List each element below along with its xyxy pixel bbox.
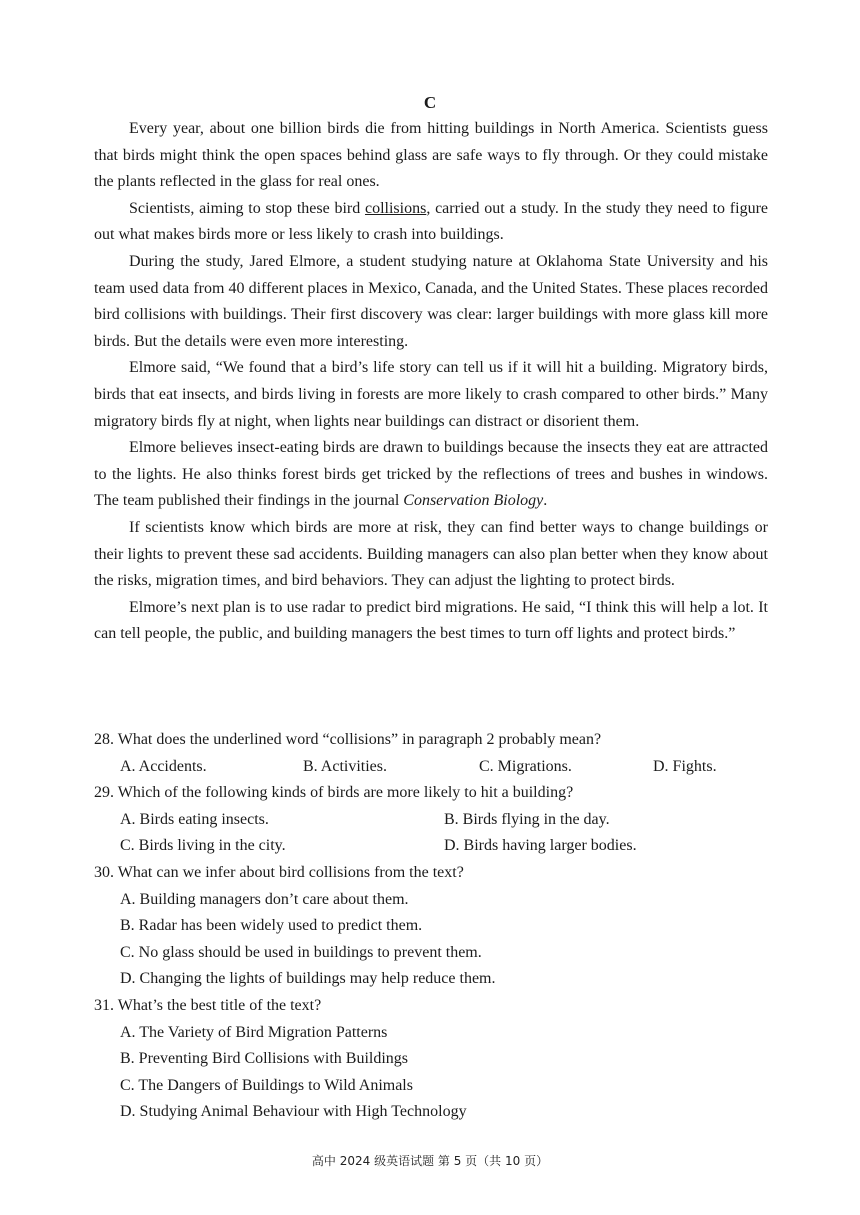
option-row [94, 807, 768, 834]
option-a[interactable]: A. The Variety of Bird Migration Patterns [120, 1023, 388, 1041]
option-b[interactable]: B. Activities. [303, 757, 387, 775]
paragraph-5-end: . [543, 492, 548, 510]
option-b[interactable]: B. Birds flying in the day. [444, 810, 610, 828]
option-b[interactable]: B. Preventing Bird Collisions with Buildings [120, 1050, 409, 1068]
option-a[interactable]: A. Accidents. [120, 757, 207, 775]
option-row [94, 833, 768, 860]
question-stem: 30. What can we infer about bird collisions from the text? [94, 863, 464, 881]
option-row [94, 754, 768, 781]
paragraph-2-start: Scientists, aiming to stop these bird [129, 199, 365, 217]
option-a[interactable]: A. Birds eating insects. [120, 810, 269, 828]
option-d[interactable]: D. Fights. [653, 757, 717, 775]
paragraph-3: During the study, Jared Elmore, a student studying nature at Oklahoma State University and his team used data from 40 different places in Mexico, Canada, and the United States. These places recorded bird collisions with buildings. Their first discovery was clear: larger buildings with more glass kill more birds. But the details were even more interesting. [94, 252, 768, 350]
journal-name: Conservation Biology [403, 492, 544, 510]
paragraph-7: Elmore’s next plan is to use radar to predict bird migrations. He said, “I think this will help a lot. It can tell people, the public, and building managers the best times to turn off lights and protect birds.” [94, 598, 768, 643]
option-c[interactable]: C. Migrations. [479, 757, 572, 775]
option-d[interactable]: D. Studying Animal Behaviour with High Technology [120, 1103, 467, 1121]
option-c[interactable]: C. No glass should be used in buildings to prevent them. [120, 943, 482, 961]
option-d[interactable]: D. Birds having larger bodies. [444, 837, 637, 855]
question-31 [94, 993, 768, 1126]
paragraph-5 [94, 435, 768, 515]
option-c[interactable]: C. The Dangers of Buildings to Wild Animals [120, 1076, 413, 1094]
question-stem: 29. Which of the following kinds of birds are more likely to hit a building? [94, 784, 574, 802]
option-d[interactable]: D. Changing the lights of buildings may help reduce them. [120, 970, 496, 988]
paragraph-6: If scientists know which birds are more at risk, they can find better ways to change buildings or their lights to prevent these sad accidents. Building managers can also plan better when they know about the risks, migration times, and bird behaviors. They can adjust the lighting to protect birds. [94, 518, 768, 590]
question-28 [94, 727, 768, 780]
question-stem: 31. What’s the best title of the text? [94, 996, 322, 1014]
option-c[interactable]: C. Birds living in the city. [120, 837, 286, 855]
underlined-word: collisions [364, 199, 427, 217]
page-footer: 高中 2024 级英语试题 第 5 页（共 10 页） [311, 1154, 549, 1168]
section-label: C [423, 93, 437, 112]
paragraph-2-end: , carried out a study. In the study they need to figure out what makes birds more or less likely to crash into buildings. [94, 199, 768, 244]
paragraph-2 [94, 196, 768, 249]
paragraph-5-start: Elmore believes insect-eating birds are drawn to buildings because the insects they eat are attracted to the lights. He also thinks forest birds get tricked by the reflections of trees and bushes in windows. The team published their findings in the journal [94, 439, 768, 510]
question-29 [94, 780, 768, 860]
paragraph-4: Elmore said, “We found that a bird’s life story can tell us if it will hit a building. Migratory birds, birds that eat insects, and birds living in forests are more likely to crash compared to other birds.” Many migratory birds fly at night, when lights near buildings can distract or disorient them. [94, 359, 768, 430]
paragraph-1: Every year, about one billion birds die from hitting buildings in North America. Scientists guess that birds might think the open spaces behind glass are safe ways to fly through. Or they could mistake the plants reflected in the glass for real ones. [94, 120, 768, 191]
option-a[interactable]: A. Building managers don’t care about them. [120, 890, 409, 908]
option-b[interactable]: B. Radar has been widely used to predict them. [120, 917, 423, 935]
question-list [94, 727, 768, 1126]
question-stem: 28. What does the underlined word “collisions” in paragraph 2 probably mean? [94, 731, 602, 748]
question-30 [94, 860, 768, 993]
reading-passage [94, 116, 768, 648]
